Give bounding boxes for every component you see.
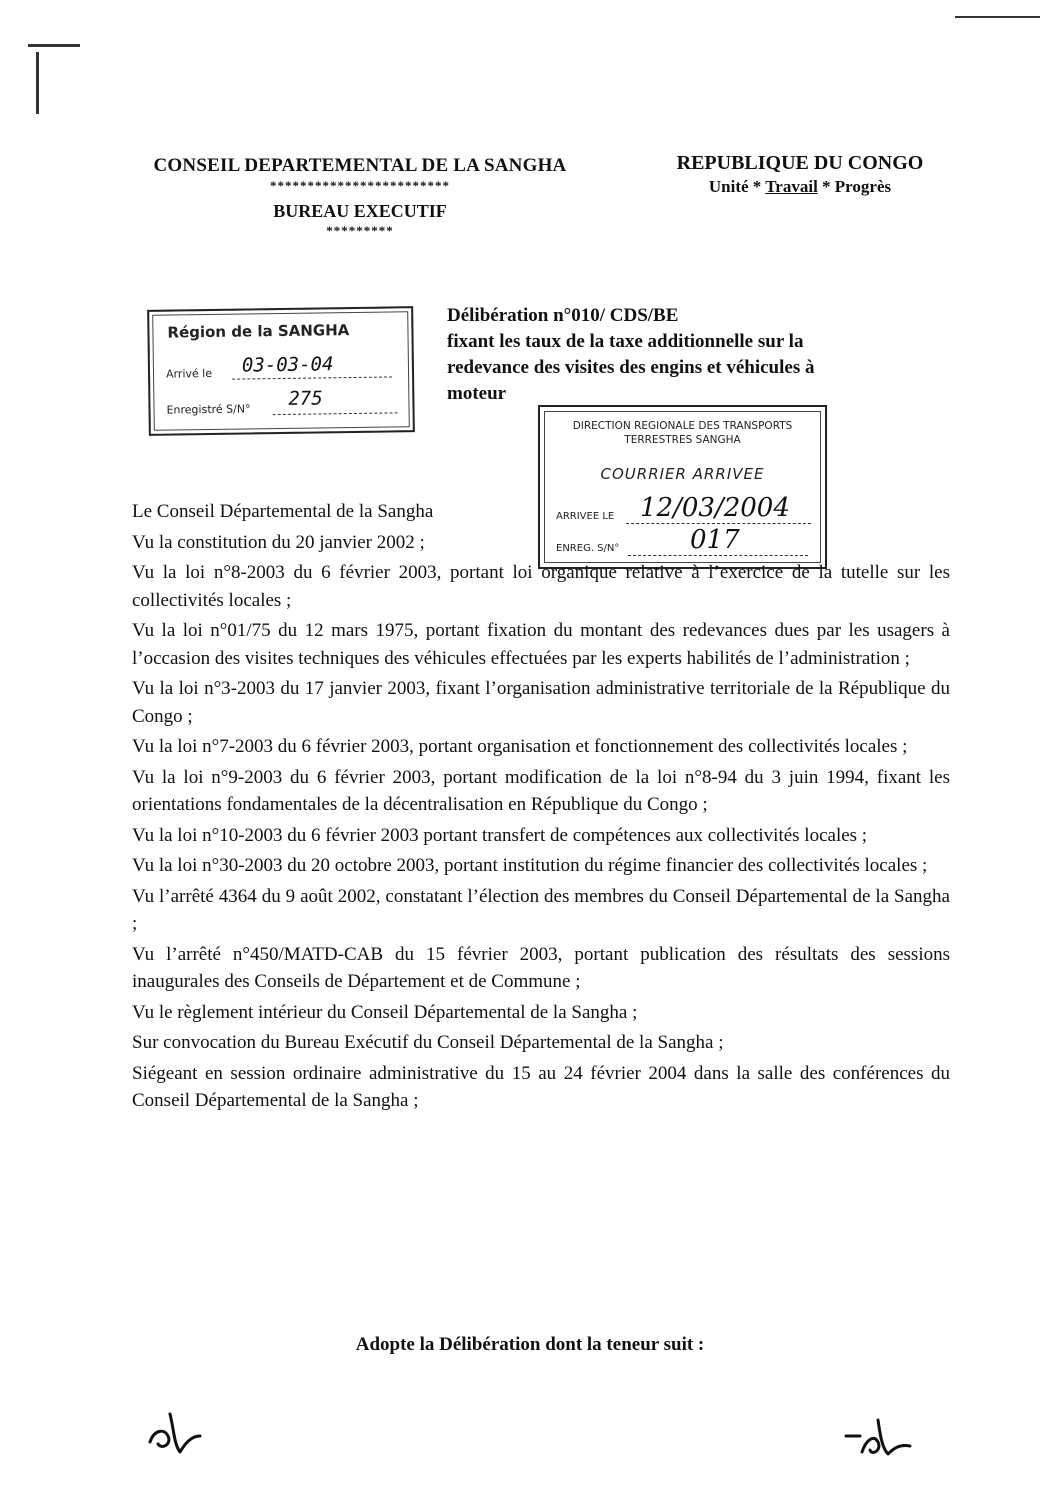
initials-right [840, 1412, 920, 1468]
adoption-statement: Adopte la Délibération dont la teneur suit : [355, 1334, 705, 1355]
header-republic-block [640, 152, 960, 197]
recital-arrete-450: Vu l’arrêté n°450/MATD-CAB du 15 février 2003, portant publication des résultats des sessions inaugurales des Conseils de Département et de Commune ; [132, 943, 950, 992]
region-register-label: Enregistré S/N° [166, 402, 251, 417]
transport-register-label: ENREG. S/N° [556, 543, 620, 554]
bureau-name: BUREAU EXECUTIF [273, 201, 447, 221]
recital-session: Siégeant en session ordinaire administrative du 15 au 24 février 2004 dans la salle des conférences du Conseil Départemental de la Sangha ; [132, 1062, 950, 1111]
region-stamp [147, 306, 415, 436]
scan-mark-top-left [28, 44, 80, 47]
deliberation-subject-3: moteur [447, 383, 507, 404]
transport-register-value: 017 [690, 525, 740, 555]
stars-separator-short: ********* [326, 223, 394, 238]
scan-mark-top-right [955, 16, 1040, 18]
stars-separator: ************************ [270, 178, 450, 193]
scan-mark-vertical [36, 52, 39, 114]
header-organization-block [100, 155, 620, 238]
region-register-value: 275 [288, 387, 323, 410]
initials-left [140, 1400, 210, 1460]
recital-reglement: Vu le règlement intérieur du Conseil Départemental de la Sangha ; [132, 1001, 638, 1023]
motto-part-3: * Progrès [817, 177, 892, 196]
document-body [132, 498, 950, 1118]
recital-loi-8-2003: Vu la loi n°8-2003 du 6 février 2003, portant loi organique relative à l’exercice de la tutelle sur les collectivités locales ; [132, 562, 950, 611]
transport-arrival-label: ARRIVEE LE [556, 511, 615, 522]
deliberation-number: Délibération n°010/ CDS/BE [447, 305, 679, 326]
organization-name: CONSEIL DEPARTEMENTAL DE LA SANGHA [153, 155, 567, 176]
transport-stamp-header-1: DIRECTION REGIONALE DES TRANSPORTS [572, 420, 793, 432]
recital-arrete-4364: Vu l’arrêté 4364 du 9 août 2002, constatant l’élection des membres du Conseil Départemental de la Sangha ; [132, 885, 950, 934]
region-arrival-line [232, 376, 392, 379]
transport-stamp-header [550, 419, 815, 447]
recital-loi-7-2003: Vu la loi n°7-2003 du 6 février 2003, portant organisation et fonctionnement des collectivités locales ; [132, 736, 908, 757]
deliberation-title [447, 303, 917, 407]
intro-line: Le Conseil Départemental de la Sangha [132, 501, 434, 522]
recital-loi-01-75: Vu la loi n°01/75 du 12 mars 1975, portant fixation du montant des redevances dues par les usagers à l’occasion des visites techniques des véhicules effectuées par les experts habilités de l’administration ; [132, 620, 950, 669]
recital-loi-9-2003: Vu la loi n°9-2003 du 6 février 2003, portant modification de la loi n°8-94 du 3 juin 1994, fixant les orientations fondamentales de la décentralisation en République du Congo ; [132, 766, 950, 815]
deliberation-subject-2: redevance des visites des engins et véhicules à [447, 357, 815, 378]
region-register-line [273, 412, 398, 415]
region-arrival-value: 03-03-04 [241, 353, 334, 377]
recital-constitution: Vu la constitution du 20 janvier 2002 ; [132, 531, 425, 553]
transport-arrival-value: 12/03/2004 [640, 493, 790, 523]
national-motto [640, 177, 960, 197]
recital-convocation: Sur convocation du Bureau Exécutif du Conseil Départemental de la Sangha ; [132, 1032, 724, 1053]
deliberation-subject-1: fixant les taux de la taxe additionnelle sur la [447, 331, 804, 352]
region-arrival-label: Arrivé le [165, 366, 213, 381]
recital-loi-10-2003: Vu la loi n°10-2003 du 6 février 2003 portant transfert de compétences aux collectivités locales ; [132, 824, 868, 846]
transport-stamp-header-2: TERRESTRES SANGHA [624, 434, 741, 446]
recital-loi-30-2003: Vu la loi n°30-2003 du 20 octobre 2003, portant institution du régime financier des collectivités locales ; [132, 855, 928, 876]
motto-part-2: Travail [765, 177, 818, 196]
region-stamp-title: Région de la SANGHA [167, 321, 350, 342]
republic-name: REPUBLIQUE DU CONGO [676, 152, 924, 174]
motto-part-1: Unité * [708, 177, 766, 196]
transport-stamp-mail: COURRIER ARRIVEE [600, 465, 765, 483]
recital-loi-3-2003: Vu la loi n°3-2003 du 17 janvier 2003, fixant l’organisation administrative territoriale de la République du Congo ; [132, 678, 950, 727]
